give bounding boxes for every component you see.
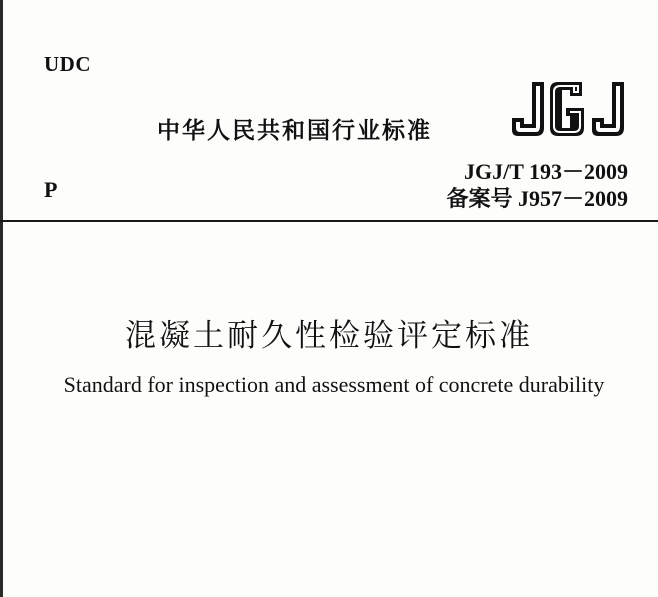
classification-label: P — [44, 177, 58, 202]
standard-codes — [446, 158, 628, 212]
standard-number: JGJ/T 193－2009 — [463, 159, 628, 184]
title-english: Standard for inspection and assessment of concrete durability — [63, 372, 605, 397]
left-border — [0, 0, 3, 597]
title-chinese: 混凝土耐久性检验评定标准 — [125, 318, 533, 354]
udc-label: UDC — [44, 52, 91, 76]
record-number: 备案号 J957－2009 — [446, 186, 628, 211]
category-heading: 中华人民共和国行业标准 — [157, 118, 432, 144]
header-divider — [0, 220, 658, 222]
jgj-logo — [508, 78, 628, 140]
